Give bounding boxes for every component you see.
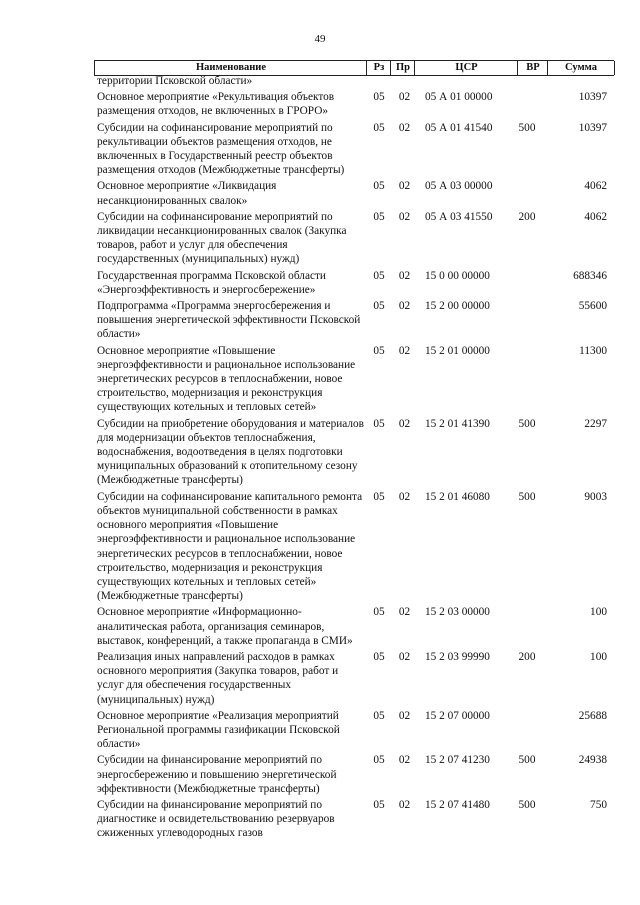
cell-rz: 05 (373, 490, 385, 503)
table-row (97, 753, 607, 796)
cell-sum: 750 (590, 798, 607, 811)
cell-pr: 02 (398, 300, 411, 313)
cell-sum: 24938 (578, 754, 607, 767)
cell-vr: 500 (518, 798, 536, 811)
cell-vr (515, 269, 539, 297)
table-row (97, 650, 607, 707)
cell-rz: 05 (373, 606, 385, 619)
cell-rz: 05 (373, 417, 385, 430)
cell-rz: 05 (373, 344, 385, 357)
cell-pr: 02 (398, 417, 411, 430)
table-row (97, 605, 607, 648)
cell-vr: 500 (518, 754, 536, 767)
cell-name: Субсидии на приобретение оборудования и материалов для модернизации объектов теплоснабжения, водоснабжения, водоотведения в целях подготовки муниципальных образований к отопительному сезону (Межбюджетные трансферты) (97, 417, 365, 487)
header-name: Наименование (94, 61, 367, 75)
cell-vr (515, 179, 539, 207)
cell-rz: 05 (373, 754, 385, 767)
cell-pr: 02 (398, 180, 411, 193)
cell-pr: 02 (398, 344, 411, 357)
table-row (97, 299, 607, 342)
cell-rz: 05 (373, 210, 385, 223)
cell-vr (515, 90, 539, 118)
cell-sum: 2297 (584, 417, 607, 430)
cell-vr (515, 605, 539, 648)
cell-csr: 15 2 07 41230 (425, 754, 490, 767)
cell-csr: 15 0 00 00000 (425, 269, 490, 282)
cell-sum: 11300 (579, 344, 607, 357)
cell-sum: 4062 (584, 210, 607, 223)
cell-name: Субсидии на софинансирование мероприятий по ликвидации несанкционированных свалок (Закупка товаров, работ и услуг для обеспечения государственных (муниципальных) нужд) (97, 210, 347, 266)
cell-sum: 4062 (584, 180, 607, 193)
cell-name: Субсидии на софинансирование мероприятий по рекультивации объектов размещения отходов, не включенных в Государственный реестр объектов размещения отходов (Межбюджетные трансферты) (97, 121, 345, 177)
cell-csr: 15 2 07 00000 (425, 709, 490, 722)
header-rz: Рз (366, 61, 391, 75)
cell-vr: 200 (518, 210, 536, 223)
cell-sum: 9003 (584, 490, 607, 503)
cell-rz: 05 (373, 269, 385, 282)
cell-pr: 02 (398, 709, 411, 722)
cell-pr: 02 (398, 210, 411, 223)
cell-sum: 100 (590, 650, 607, 663)
cell-name: Основное мероприятие «Повышение энергоэффективности и рациональное использование энергетических ресурсов в теплоснабжении, новое строительство, модернизация и реконструкция существующих котельных и тепловых сетей» (97, 344, 356, 414)
table-row (97, 269, 607, 297)
cell-name: Основное мероприятие «Рекультивация объектов размещения отходов, не включенных в ГРОРО» (97, 91, 335, 118)
cell-rz: 05 (373, 300, 385, 313)
cell-pr: 02 (398, 798, 411, 811)
cell-vr (515, 709, 539, 752)
cell-pr: 02 (398, 121, 411, 134)
cell-sum: 55600 (578, 300, 607, 313)
cell-csr: 05 А 03 41550 (425, 210, 493, 223)
cell-pr: 02 (398, 606, 411, 619)
cell-rz: 05 (373, 709, 385, 722)
cell-csr: 15 2 03 99990 (425, 650, 490, 663)
cell-pr: 02 (398, 754, 411, 767)
cell-name: территории Псковской области» (97, 75, 253, 87)
cell-rz: 05 (373, 650, 385, 663)
cell-rz (365, 74, 393, 88)
cell-csr: 05 А 01 41540 (425, 121, 493, 134)
header-sum: Сумма (547, 61, 615, 75)
table-row (97, 798, 607, 841)
header-vr: ВР (517, 61, 548, 75)
header-csr: ЦСР (414, 61, 518, 75)
table-row (97, 179, 607, 207)
cell-name: Основное мероприятие «Реализация мероприятий Региональной программы газификации Псковской области» (97, 709, 340, 751)
cell-csr: 15 2 07 41480 (425, 798, 490, 811)
cell-name: Основное мероприятие «Ликвидация несанкционированных свалок» (97, 180, 277, 207)
cell-pr: 02 (398, 91, 411, 104)
cell-vr: 500 (518, 417, 536, 430)
cell-name: Субсидии на финансирование мероприятий по энергосбережению и повышению энергетической эффективности (Межбюджетные трансферты) (97, 754, 337, 795)
table-row (97, 344, 607, 415)
table-row (97, 74, 607, 88)
table-row (97, 90, 607, 118)
cell-vr (515, 74, 539, 88)
cell-name: Реализация иных направлений расходов в рамках основного мероприятия (Закупка товаров, работ и услуг для обеспечения государственных (муниципальных) нужд) (97, 650, 339, 706)
cell-csr: 15 2 03 00000 (425, 606, 490, 619)
cell-csr: 05 А 03 00000 (425, 180, 493, 193)
cell-csr: 15 2 01 46080 (425, 490, 490, 503)
cell-csr: 05 А 01 00000 (425, 91, 493, 104)
cell-csr (416, 74, 515, 88)
cell-pr: 02 (398, 650, 411, 663)
cell-sum: 10397 (578, 91, 607, 104)
table-body (97, 74, 607, 843)
cell-pr: 02 (398, 490, 411, 503)
cell-sum: 688346 (573, 269, 607, 282)
cell-name: Подпрограмма «Программа энергосбережения и повышения энергетической эффективности Псковской области» (97, 300, 361, 341)
table-row (97, 490, 607, 604)
header-pr: Пр (390, 61, 415, 75)
cell-vr (515, 344, 539, 415)
cell-name: Основное мероприятие «Информационно-аналитическая работа, организация семинаров, выставок, конференций, а также пропаганда в СМИ» (97, 606, 353, 647)
cell-vr: 200 (518, 650, 536, 663)
table-row (97, 417, 607, 488)
table-row (97, 121, 607, 178)
cell-sum: 25688 (578, 709, 607, 722)
cell-name: Субсидии на софинансирование капитального ремонта объектов муниципальной собственности в рамках основного мероприятия «Повышение энергоэффективности и рациональное использование энергетических ресурсов в теплоснабжении, новое строительство, модернизация и реконструкция существующих котельных и тепловых сетей» (Межбюджетные трансферты) (97, 490, 363, 603)
cell-vr: 500 (518, 121, 536, 134)
cell-name: Субсидии на финансирование мероприятий по диагностике и освидетельствованию резервуаров сжиженных углеводородных газов (97, 798, 335, 840)
cell-sum (539, 74, 607, 88)
cell-sum: 100 (590, 606, 607, 619)
cell-sum: 10397 (578, 121, 607, 134)
table-row (97, 210, 607, 267)
cell-rz: 05 (373, 91, 385, 104)
cell-rz: 05 (373, 121, 385, 134)
cell-csr: 15 2 00 00000 (425, 300, 490, 313)
cell-vr (515, 299, 539, 342)
cell-rz: 05 (373, 798, 385, 811)
cell-pr: 02 (398, 269, 411, 282)
cell-name: Государственная программа Псковской области «Энергоэффективность и энергосбережение» (97, 269, 326, 296)
cell-rz: 05 (373, 180, 385, 193)
cell-pr (393, 74, 416, 88)
cell-csr: 15 2 01 41390 (425, 417, 490, 430)
cell-csr: 15 2 01 00000 (425, 344, 490, 357)
page-number: 49 (314, 33, 326, 45)
cell-vr: 500 (518, 490, 536, 503)
table-row (97, 709, 607, 752)
